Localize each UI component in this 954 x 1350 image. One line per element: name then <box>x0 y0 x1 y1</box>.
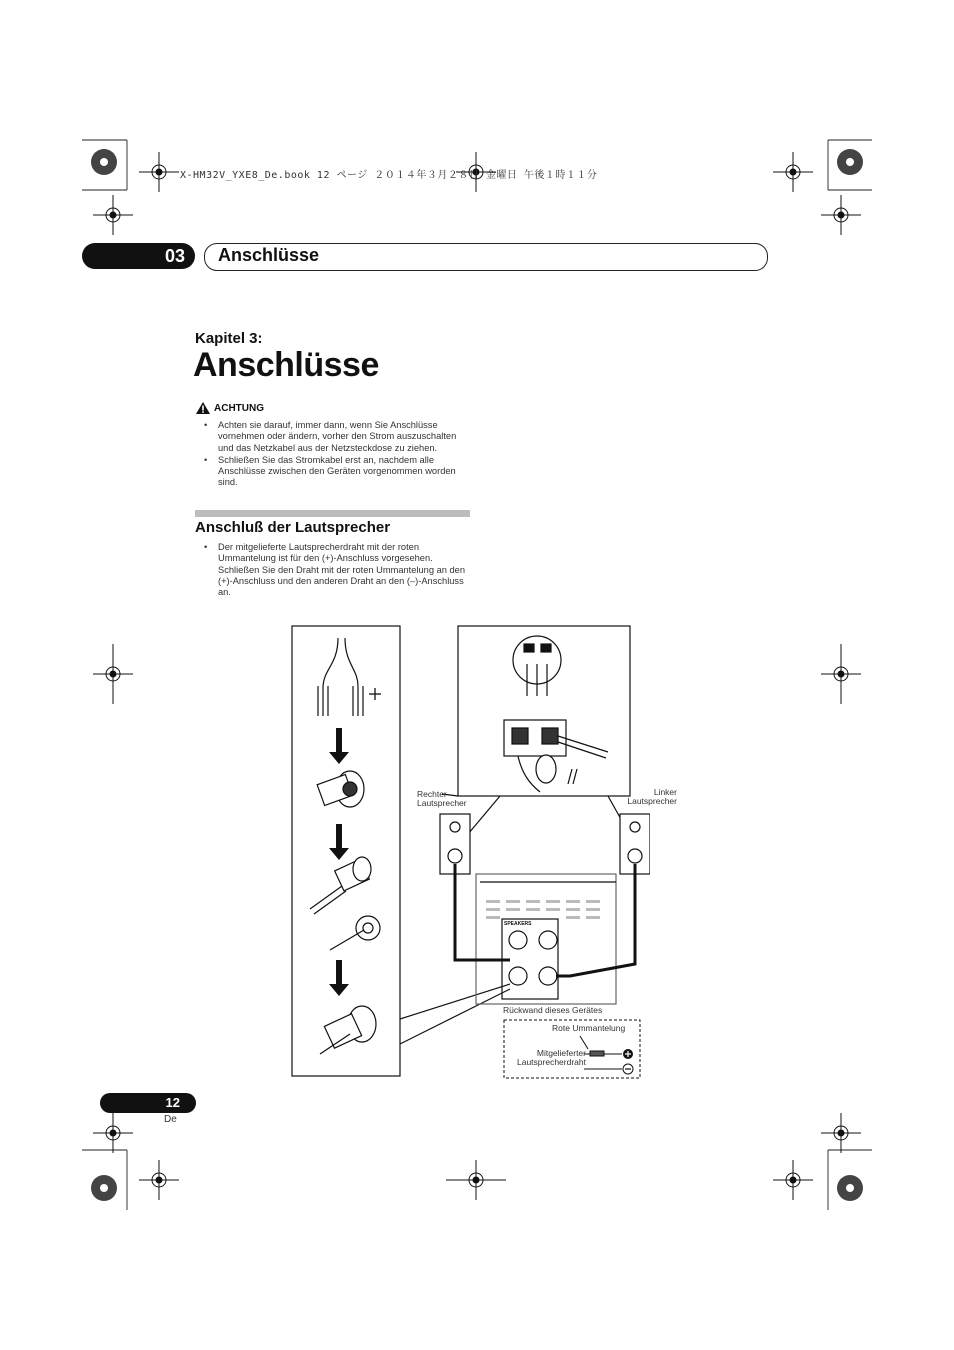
speakers-terminal-label: SPEAKERS <box>504 921 532 927</box>
section-list <box>196 542 471 599</box>
speaker-connection-diagram <box>290 624 650 1084</box>
chapter-title-bar <box>204 243 768 271</box>
warning-triangle-icon <box>196 402 210 414</box>
list-item: • Achten sie darauf, immer dann, wenn Sie Anschlüsse vornehmen oder ändern, vorher den Strom auszuschalten und das Netzkabel aus der Netzsteckdose zu ziehen. <box>196 420 471 454</box>
list-item: • Der mitgelieferte Lautsprecherdraht mit der roten Ummantelung ist für den (+)-Anschluss vorgesehen. Schließen Sie den Draht mit der roten Ummantelung an den (+)-Anschluss und den anderen Draht an den (–)-Anschluss an. <box>196 542 471 598</box>
list-item: • Schließen Sie das Stromkabel erst an, nachdem alle Anschlüsse zwischen den Geräten vorgenommen worden sind. <box>196 455 471 489</box>
caution-heading <box>196 402 264 414</box>
red-sheath-label: Rote Ummantelung <box>552 1023 626 1033</box>
kapitel-label: Kapitel 3: <box>195 330 263 347</box>
chapter-number: 03 <box>164 246 185 266</box>
print-header: X-HM32V_YXE8_De.book 12 ページ ２０１４年３月２８日 金曜日 午後１時１１分 <box>180 170 598 181</box>
page-number: 12 <box>165 1095 180 1110</box>
rear-panel-label: Rückwand dieses Gerätes <box>503 1005 603 1015</box>
page-number-badge <box>100 1093 196 1113</box>
right-speaker-label: Rechter Lautsprecher <box>417 789 467 808</box>
left-speaker-label: Linker Lautsprecher <box>627 787 677 806</box>
page-heading: Anschlüsse <box>193 346 379 384</box>
section-heading: Anschluß der Lautsprecher <box>195 519 391 536</box>
supplied-wire-label: Mitgelieferter Lautsprecherdraht <box>517 1048 586 1067</box>
caution-list <box>196 420 471 490</box>
section-divider-bar <box>195 510 470 517</box>
caution-label: ACHTUNG <box>214 402 264 414</box>
chapter-title: Anschlüsse <box>218 245 320 265</box>
page-language: De <box>164 1114 177 1125</box>
chapter-number-badge <box>82 243 195 269</box>
